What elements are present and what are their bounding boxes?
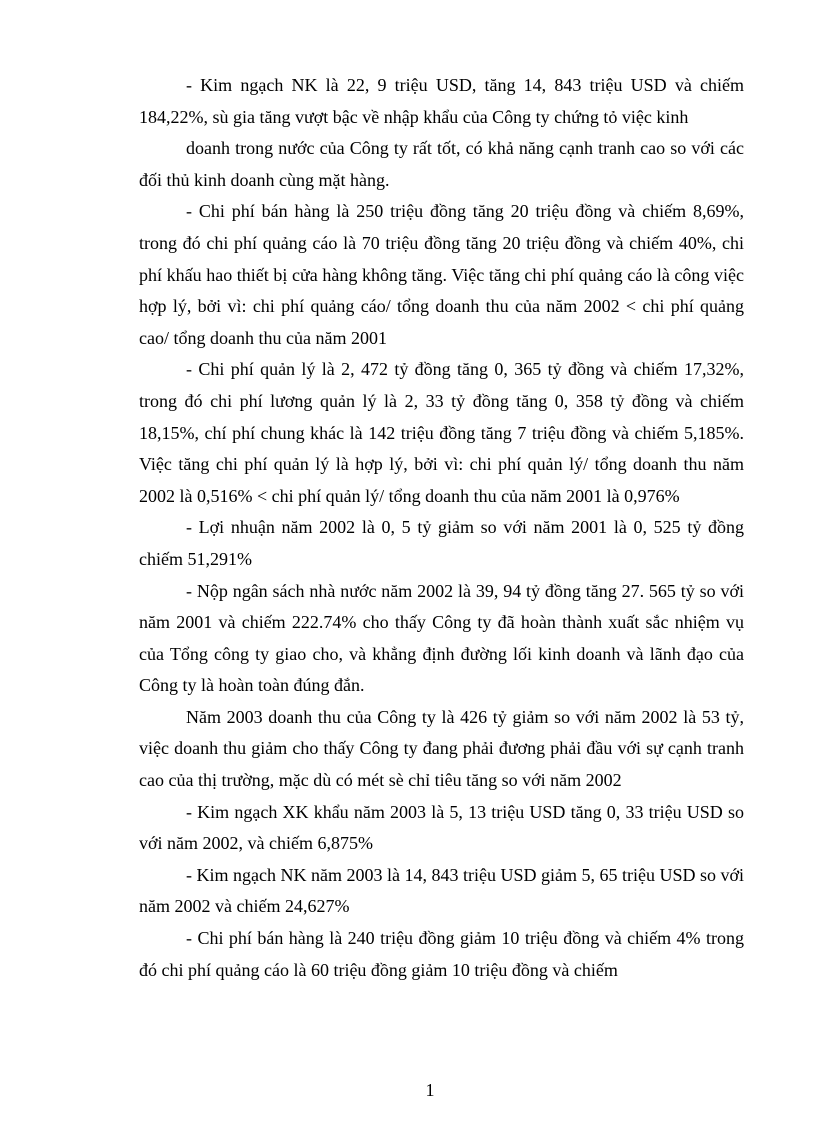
paragraph-state-budget: - Nộp ngân sách nhà nước năm 2002 là 39, 94 tỷ đồng tăng 27. 565 tỷ so với năm 2001 và chiếm 222.74% cho thấy Công ty đã hoàn thành xuất sắc nhiệm vụ của Tổng công ty giao cho, và khẳng định đường lối kinh doanh và lãnh đạo của Công ty là hoàn toàn đúng đắn.: [139, 580, 744, 696]
paragraph-management-expense: - Chi phí quản lý là 2, 472 tỷ đồng tăng 0, 365 tỷ đồng và chiếm 17,32%, trong đó chi phí lương quản lý là 2, 33 tỷ đồng tăng 0, 358 tỷ đồng và chiếm 18,15%, chí phí chung khác là 142 triệu đồng tăng 7 triệu đồng và chiếm 5,185%. Việc tăng chi phí quản lý là hợp lý, bởi vì: chi phí quản lý/ tổng doanh thu năm 2002 là 0,516% < chi phí quản lý/ tổng doanh thu của năm 2001 là 0,976%: [139, 359, 744, 506]
paragraph-profit-2002: - Lợi nhuận năm 2002 là 0, 5 tỷ giảm so với năm 2001 là 0, 525 tỷ đồng chiếm 51,291%: [139, 517, 744, 569]
body-text: [139, 70, 744, 986]
paragraph-export-2003: - Kim ngạch XK khẩu năm 2003 là 5, 13 triệu USD tăng 0, 33 triệu USD so với năm 2002, và chiếm 6,875%: [139, 801, 744, 854]
paragraph-import-turnover: - Kim ngạch NK là 22, 9 triệu USD, tăng 14, 843 triệu USD và chiếm 184,22%, sù gia tăng vượt bậc về nhập khẩu của Công ty chứng tỏ việc kinh: [139, 75, 744, 127]
paragraph-selling-expense-2002: - Chi phí bán hàng là 250 triệu đồng tăng 20 triệu đồng và chiếm 8,69%, trong đó chi phí quảng cáo là 70 triệu đồng tăng 20 triệu đồng và chiếm 40%, chi phí khấu hao thiết bị cửa hàng không tăng. Việc tăng chi phí quảng cáo là công việc hợp lý, bởi vì: chi phí quảng cáo/ tổng doanh thu của năm 2002 < chi phí quảng cao/ tổng doanh thu của năm 2001: [139, 201, 744, 348]
paragraph-selling-expense-2003: - Chi phí bán hàng là 240 triệu đồng giảm 10 triệu đồng và chiếm 4% trong đó chi phí quảng cáo là 60 triệu đồng giảm 10 triệu đồng và chiếm: [139, 928, 744, 980]
page-number: 1: [425, 1080, 435, 1100]
paragraph-domestic-business: doanh trong nước của Công ty rất tốt, có khả năng cạnh tranh cao so với các đối thủ kinh doanh cùng mặt hàng.: [139, 138, 744, 190]
paragraph-import-2003: - Kim ngạch NK năm 2003 là 14, 843 triệu USD giảm 5, 65 triệu USD so với năm 2002 và chiếm 24,627%: [139, 864, 744, 917]
paragraph-revenue-2003: Năm 2003 doanh thu của Công ty là 426 tỷ giảm so với năm 2002 là 53 tỷ, việc doanh thu giảm cho thấy Công ty đang phải đương phải đầu với sự cạnh tranh cao của thị trường, mặc dù có mét sè chỉ tiêu tăng so với năm 2002: [139, 706, 744, 791]
